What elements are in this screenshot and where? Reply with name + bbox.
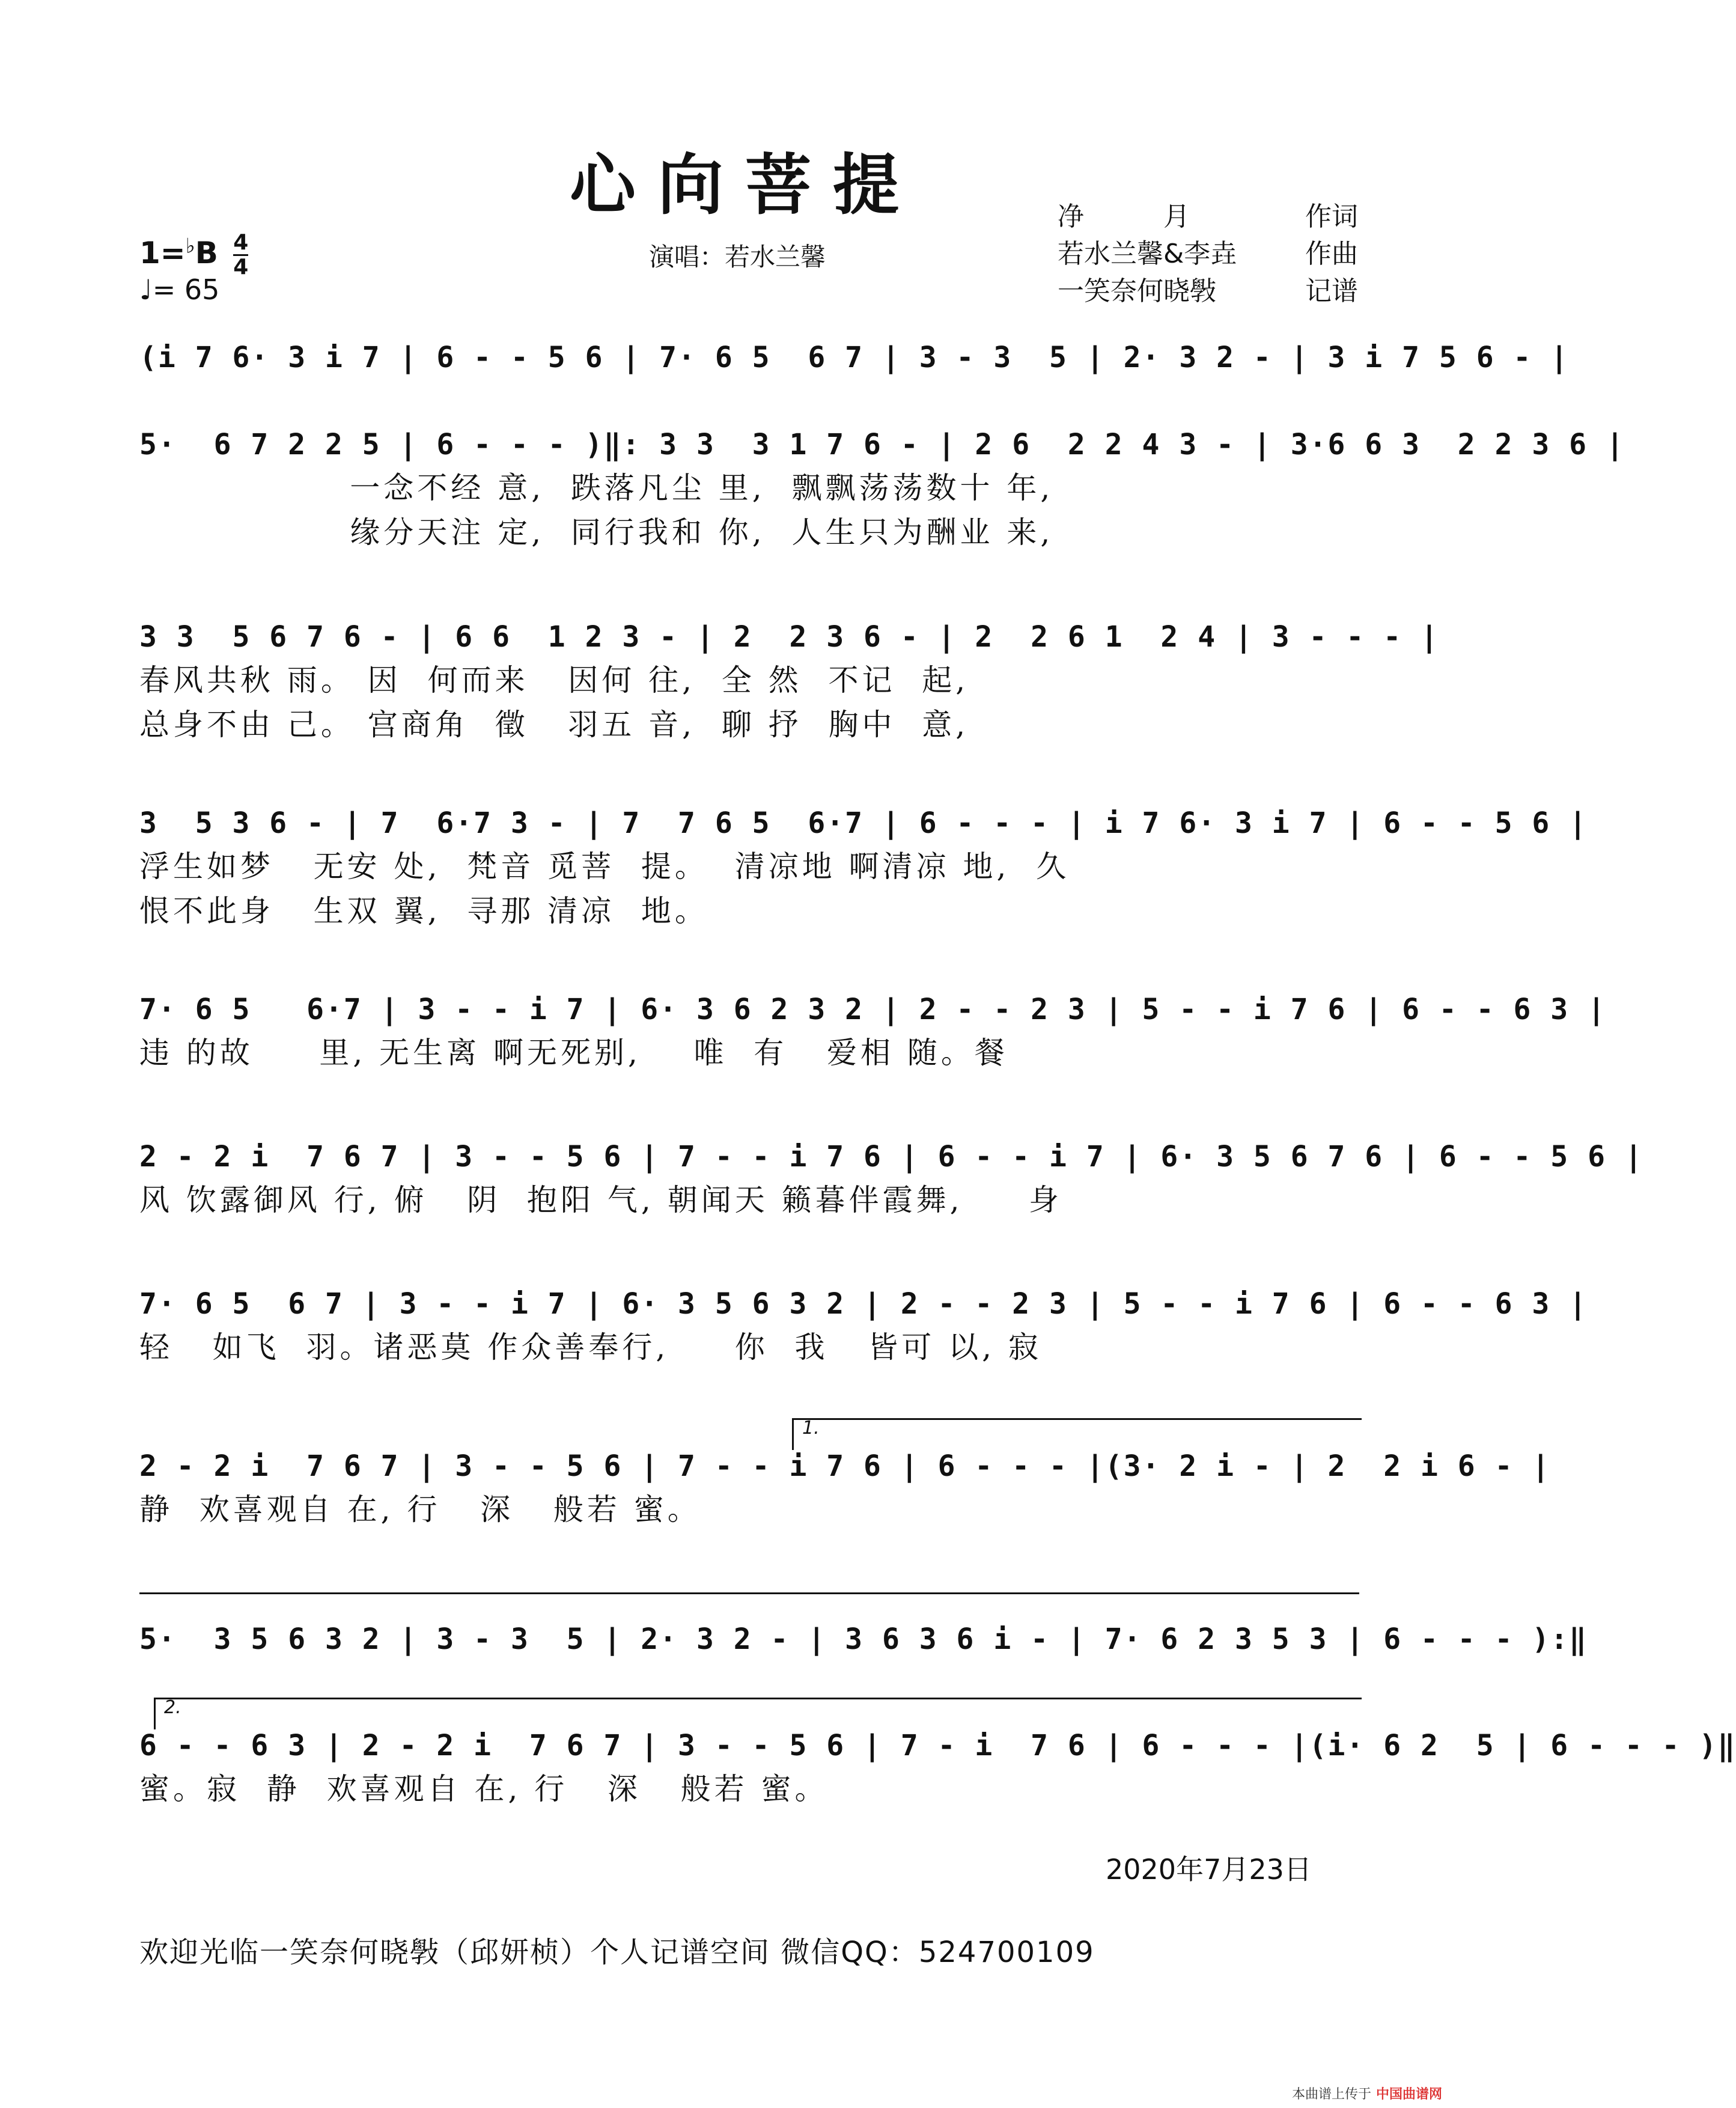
song-title: 心向菩提 xyxy=(570,146,921,224)
credit-name: 净 月 xyxy=(1058,201,1190,232)
credit-transcriber xyxy=(1058,273,1358,310)
lyric-verse-1: 风 饮露御风 行, 俯 阴 抱阳 气, 朝闻天 籁暮伴霞舞, 身 xyxy=(139,1183,1062,1217)
key-note: B xyxy=(195,236,218,270)
notation-line: 7· 6 5 6·7 | 3 - - i 7 | 6· 3 6 2 3 2 | 2 - - 2 3 | 5 - - i 7 6 | 6 - - 6 3 | xyxy=(139,993,1606,1026)
lyric-verse-2: 缘分天注 定, 同行我和 你, 人生只为酬业 来, xyxy=(139,515,1054,550)
score-system-2 xyxy=(139,424,1625,555)
notation-line: (i 7 6· 3 i 7 | 6 - - 5 6 | 7· 6 5 6 7 | 3 - 3 5 | 2· 3 2 - | 3 i 7 5 6 - | xyxy=(139,341,1570,374)
time-signature-denominator: 4 xyxy=(233,255,249,279)
key-signature xyxy=(139,231,248,279)
lyric-verse-1: 轻 如飞 羽。诸恶莫 作众善奉行, 你 我 皆可 以, 寂 xyxy=(139,1330,1042,1365)
credit-role: 作词 xyxy=(1305,201,1358,232)
time-signature-numerator: 4 xyxy=(233,230,249,255)
lyric-verse-2: 恨不此身 生双 翼, 寻那 清凉 地。 xyxy=(139,894,708,928)
score-system-4 xyxy=(139,802,1588,933)
lyric-verse-1: 浮生如梦 无安 处, 梵音 觅菩 提。 清凉地 啊清凉 地, 久 xyxy=(139,849,1070,884)
credit-composer xyxy=(1058,236,1358,273)
volta-label: 2. xyxy=(164,1697,181,1718)
notation-line: 2 - 2 i 7 6 7 | 3 - - 5 6 | 7 - - i 7 6 | 6 - - - |(3· 2 i - | 2 2 i 6 - | xyxy=(139,1449,1551,1483)
lyric-verse-1: 春风共秋 雨。 因 何而来 因何 往, 全 然 不记 起, xyxy=(139,663,969,698)
flat-icon: ♭ xyxy=(185,234,195,258)
lyric-verse-1: 静 欢喜观自 在, 行 深 般若 蜜。 xyxy=(139,1492,701,1527)
notation-line: 2 - 2 i 7 6 7 | 3 - - 5 6 | 7 - - i 7 6 | 6 - - i 7 | 6· 3 5 6 7 6 | 6 - - 5 6 | xyxy=(139,1140,1643,1174)
notation-line: 3 3 5 6 7 6 - | 6 6 1 2 3 - | 2 2 3 6 - | 2 2 6 1 2 4 | 3 - - - | xyxy=(139,620,1439,654)
footer-text: 欢迎光临一笑奈何晓斅（邱妍桢）个人记谱空间 微信QQ：524700109 xyxy=(139,1936,1095,1969)
score-system-1 xyxy=(139,337,1570,379)
notation-line: 7· 6 5 6 7 | 3 - - i 7 | 6· 3 5 6 3 2 | 2 - - 2 3 | 5 - - i 7 6 | 6 - - 6 3 | xyxy=(139,1287,1588,1321)
lyric-verse-1: 一念不经 意, 跌落凡尘 里, 飘飘荡荡数十 年, xyxy=(139,471,1054,505)
time-signature xyxy=(233,231,248,279)
volta-label: 1. xyxy=(802,1418,820,1439)
credit-name: 一笑奈何晓斅 xyxy=(1058,276,1216,306)
watermark-text: 本曲谱上传于 xyxy=(1292,2087,1372,2102)
watermark-logo: 中国曲谱网 xyxy=(1376,2087,1443,2102)
credit-name: 若水兰馨&李垚 xyxy=(1058,239,1237,269)
credit-lyricist xyxy=(1058,198,1358,236)
singer-credit: 演唱：若水兰馨 xyxy=(649,242,826,272)
lyric-verse-2: 总身不由 己。 宫商角 徵 羽五 音, 聊 抒 胸中 意, xyxy=(139,707,969,742)
notation-line: 5· 3 5 6 3 2 | 3 - 3 5 | 2· 3 2 - | 3 6 3 6 i - | 7· 6 2 3 5 3 | 6 - - - ):‖ xyxy=(139,1622,1588,1656)
score-system-9 xyxy=(139,1592,1588,1660)
score-system-6 xyxy=(139,1136,1643,1222)
score-system-3 xyxy=(139,616,1439,747)
first-ending-bracket-continued xyxy=(139,1592,1359,1618)
lyric-verse-1: 蜜。寂 静 欢喜观自 在, 行 深 般若 蜜。 xyxy=(139,1771,829,1806)
score-system-8 xyxy=(139,1445,1551,1532)
site-watermark xyxy=(1292,2084,1442,2103)
score-system-5 xyxy=(139,989,1606,1075)
score-system-10 xyxy=(139,1725,1736,1811)
notation-line: 5· 6 7 2 2 5 | 6 - - - )‖: 3 3 3 1 7 6 - | 2 6 2 2 4 3 - | 3·6 6 3 2 2 3 6 | xyxy=(139,428,1625,462)
credit-role: 记谱 xyxy=(1305,276,1358,306)
notation-line: 6 - - 6 3 | 2 - 2 i 7 6 7 | 3 - - 5 6 | 7 - i 7 6 | 6 - - - |(i· 6 2 5 | 6 - - - )‖ xyxy=(139,1729,1736,1762)
tempo-marking: ♩= 65 xyxy=(139,273,220,306)
lyric-verse-1: 违 的故 里, 无生离 啊无死别, 唯 有 爱相 随。餐 xyxy=(139,1035,1008,1070)
key-prefix: 1= xyxy=(139,236,186,270)
notation-line: 3 5 3 6 - | 7 6·7 3 - | 7 7 6 5 6·7 | 6 - - - | i 7 6· 3 i 7 | 6 - - 5 6 | xyxy=(139,806,1588,840)
credit-role: 作曲 xyxy=(1305,239,1358,269)
date: 2020年7月23日 xyxy=(1106,1853,1312,1886)
score-system-7 xyxy=(139,1283,1588,1369)
credits xyxy=(1058,198,1358,310)
